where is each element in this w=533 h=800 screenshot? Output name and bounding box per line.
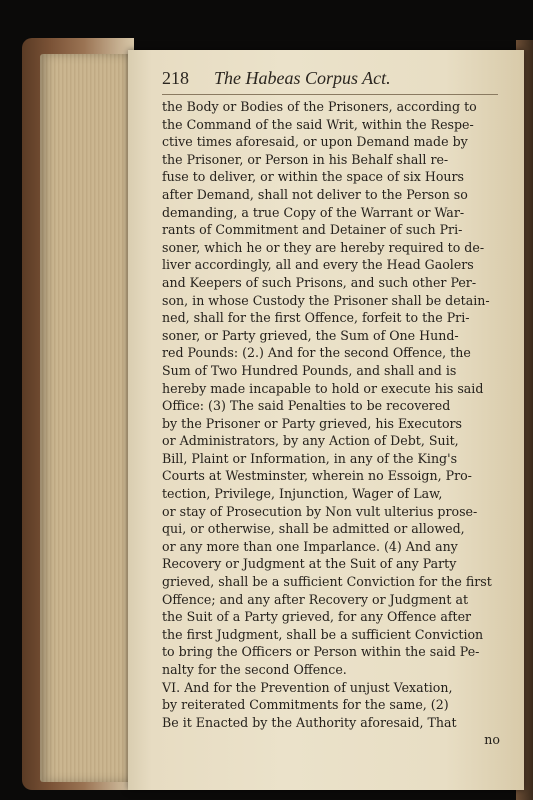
- text-line: Recovery or Judgment at the Suit of any Party: [162, 556, 457, 572]
- page-edges: [40, 54, 132, 782]
- text-line: qui, or otherwise, shall be admitted or allowed,: [162, 521, 465, 537]
- text-line: grieved, shall be a sufficient Conviction for the first: [162, 574, 492, 590]
- text-line: by reiterated Commitments for the same, (2): [162, 697, 449, 713]
- page-header: [162, 68, 498, 90]
- text-line: VI. And for the Prevention of unjust Vexation,: [162, 679, 453, 695]
- text-line: Bill, Plaint or Information, in any of the King's: [162, 450, 458, 466]
- running-head: The Habeas Corpus Act.: [214, 68, 391, 88]
- text-line: tection, Privilege, Injunction, Wager of Law,: [162, 486, 443, 502]
- text-line: red Pounds: (2.) And for the second Offence, the: [162, 345, 471, 361]
- text-line: the Body or Bodies of the Prisoners, according to: [162, 99, 477, 114]
- page-number: 218: [162, 68, 189, 88]
- text-line: soner, or Party grieved, the Sum of One Hund-: [162, 327, 459, 343]
- text-line: nalty for the second Offence.: [162, 662, 347, 677]
- text-line: ctive times aforesaid, or upon Demand made by: [162, 134, 468, 150]
- body-text: [162, 98, 500, 749]
- text-line: and Keepers of such Prisons, and such other Per-: [162, 274, 477, 290]
- text-line: by the Prisoner or Party grieved, his Executors: [162, 415, 463, 431]
- text-line: Offence; and any after Recovery or Judgment at: [162, 591, 469, 607]
- text-line: the Suit of a Party grieved, for any Offence after: [162, 609, 472, 625]
- text-line: ned, shall for the first Offence, forfeit to the Pri-: [162, 310, 470, 326]
- text-line: to bring the Officers or Person within the said Pe-: [162, 644, 480, 660]
- text-line: the Prisoner, or Person in his Behalf shall re-: [162, 151, 449, 167]
- text-line: the Command of the said Writ, within the Respe-: [162, 116, 474, 132]
- header-rule: [162, 94, 498, 95]
- text-line: hereby made incapable to hold or execute his said: [162, 380, 484, 396]
- text-line: demanding, a true Copy of the Warrant or War-: [162, 204, 465, 220]
- text-line: rants of Commitment and Detainer of such Pri-: [162, 222, 463, 238]
- text-line: Be it Enacted by the Authority aforesaid, That: [162, 714, 457, 730]
- text-line: son, in whose Custody the Prisoner shall be detain-: [162, 292, 490, 308]
- text-line: or Administrators, by any Action of Debt, Suit,: [162, 433, 459, 449]
- text-line: Sum of Two Hundred Pounds, and shall and is: [162, 362, 457, 378]
- book-page: [128, 50, 524, 790]
- text-line: the first Judgment, shall be a sufficient Conviction: [162, 626, 484, 642]
- catchword: no: [484, 732, 500, 748]
- text-line: fuse to deliver, or within the space of six Hours: [162, 169, 465, 185]
- text-line: soner, which he or they are hereby required to de-: [162, 239, 485, 255]
- text-line: or any more than one Imparlance. (4) And any: [162, 538, 458, 554]
- text-line: Courts at Westminster, wherein no Essoign, Pro-: [162, 468, 472, 484]
- text-line: liver accordingly, all and every the Head Gaolers: [162, 257, 474, 273]
- text-line: Office: (3) The said Penalties to be recovered: [162, 398, 451, 414]
- text-line: or stay of Prosecution by Non vult ulterius prose-: [162, 503, 478, 519]
- text-line: after Demand, shall not deliver to the Person so: [162, 186, 468, 202]
